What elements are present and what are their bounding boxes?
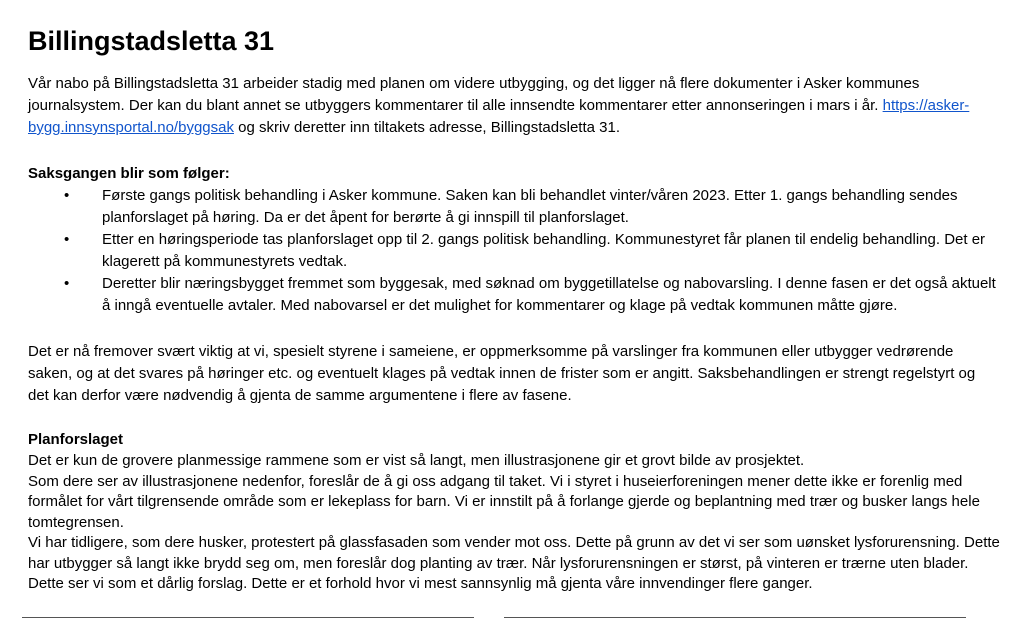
image-frame-top-left [22,617,474,618]
page-title: Billingstadsletta 31 [28,26,275,56]
list-item [28,229,1000,273]
intro-text-after-link: og skriv deretter inn tiltakets adresse, Billingstadsletta 31. [233,119,620,136]
plan-line: Det er kun de grovere planmessige rammene som er vist så langt, men illustrasjonene gir et grovt bilde av prosjektet. [28,452,805,469]
list-item [28,273,1000,317]
list-item-text: Deretter blir næringsbygget fremmet som byggesak, med søknad om byggetillatelse og nabovarsling. I denne fasen er det også aktuelt å inngå eventuelle avtaler. Med nabovarsel er det mulighet for kommentarer og klage på vedtak kommunen måtte gjøre. [102,275,996,314]
plan-line: Som dere ser av illustrasjonene nedenfor, foreslår de å gi oss adgang til taket. Vi i styret i huseierforeningen mener dette ikke er forenlig med formålet for vårt tilgrensende område som er lekeplass for barn. Vi er innstilt på å forlange gjerde og beplantning med trær og busker langs hele tomtegrensen. [28,472,980,531]
image-frame-top-right [504,617,966,618]
bullet-icon: • [64,187,70,204]
list-item [28,185,1000,229]
section-heading-plan: Planforslaget [28,431,124,448]
intro-paragraph [28,73,1000,139]
plan-line: Vi har tidligere, som dere husker, protestert på glassfasaden som vender mot oss. Dette på grunn av det vi ser som uønsket lysforurensning. Dette har utbygger så langt ikke brydd seg om, men foreslår dog planting av trær. Når lysforurensningen er størst, på vinteren er trærne uten blader. Dette ser vi som et dårlig forslag. Dette er et forhold hvor vi mest sannsynlig må gjenta våre innvendinger flere ganger. [28,534,1000,592]
process-list [28,185,1000,317]
byggsak-link[interactable]: https://asker-bygg.innsynsportal.no/byggsak [28,97,970,136]
process-closing-paragraph: Det er nå fremover svært viktig at vi, spesielt styrene i sameiene, er oppmerksomme på varslinger fra kommunen eller utbygger vedrørende saken, og at det svares på høringer etc. og eventuelt klages på vedtak innen de frister som er angitt. Saksbehandlingen er strengt regelstyrt og det kan derfor være nødvendig å gjenta de samme argumentene i flere av fasene. [28,343,976,404]
list-item-text: Første gangs politisk behandling i Asker kommune. Saken kan bli behandlet vinter/våren 2023. Etter 1. gangs behandling sendes planforslaget på høring. Da er det åpent for berørte å gi innspill til planforslaget. [102,187,958,226]
list-item-text: Etter en høringsperiode tas planforslaget opp til 2. gangs politisk behandling. Kommunestyret får planen til endelig behandling. Det er klagerett på kommunestyrets vedtak. [102,231,986,270]
bullet-icon: • [64,275,70,292]
plan-paragraph [28,451,1000,595]
bullet-icon: • [64,231,70,248]
intro-text: Vår nabo på Billingstadsletta 31 arbeider stadig med planen om videre utbygging, og det ligger nå flere dokumenter i Asker kommunes journalsystem. Der kan du blant annet se utbyggers kommentarer til alle innsendte kommentarer etter annonseringen i mars i år. [28,75,920,114]
section-heading-process: Saksgangen blir som følger: [28,165,230,182]
